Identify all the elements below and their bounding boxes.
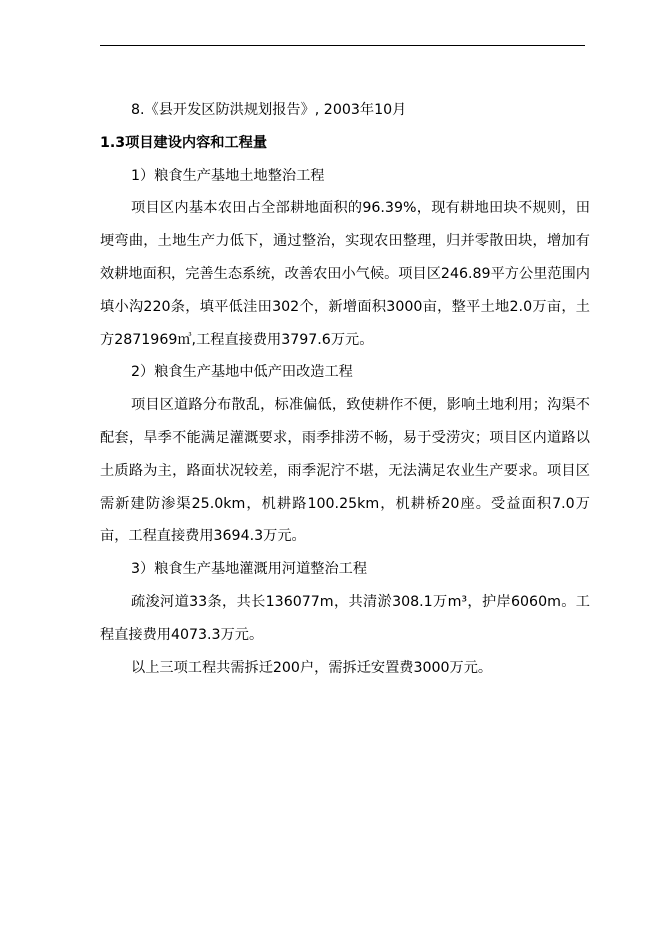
subsection-title: 1）粮食生产基地土地整治工程 [131, 167, 325, 184]
subsection-title: 2）粮食生产基地中低产田改造工程 [131, 364, 353, 381]
subsection-body: 项目区道路分布散乱，标准偏低，致使耕作不便，影响土地利用；沟渠不配套，旱季不能满足灌溉要求，雨季排涝不畅，易于受涝灾；项目区内道路以土质路为主，路面状况较差，雨季泥泞不堪，无法满足农业生产要求。项目区需新建防渗渠25.0km，机耕路100.25km，机耕桥20座。受益面积7.0万亩，工程直接费用3694.3万元。 [100, 397, 590, 545]
subsection-body: 疏浚河道33条，共长136077m，共清淤308.1万m³，护岸6060m。工程直接费用4073.3万元。 [100, 593, 590, 643]
subsection-title: 3）粮食生产基地灌溉用河道整治工程 [131, 561, 368, 578]
section-heading: 1.3项目建设内容和工程量 [100, 134, 268, 151]
summary-paragraph: 以上三项工程共需拆迁200户，需拆迁安置费3000万元。 [131, 659, 493, 676]
reference-item: 8.《县开发区防洪规划报告》, 2003年10月 [131, 102, 407, 118]
subsection-body: 项目区内基本农田占全部耕地面积的96.39%，现有耕地田块不规则，田埂弯曲，土地生产力低下，通过整治，实现农田整理，归并零散田块，增加有效耕地面积，完善生态系统，改善农田小气候。项目区246.89平方公里范围内填小沟220条，填平低洼田302个，新增面积3000亩，整平土地2.0万亩，土方2871969㎥,工程直接费用3797.6万元。 [100, 200, 590, 348]
header-rule [100, 45, 585, 46]
page-content [100, 94, 590, 684]
